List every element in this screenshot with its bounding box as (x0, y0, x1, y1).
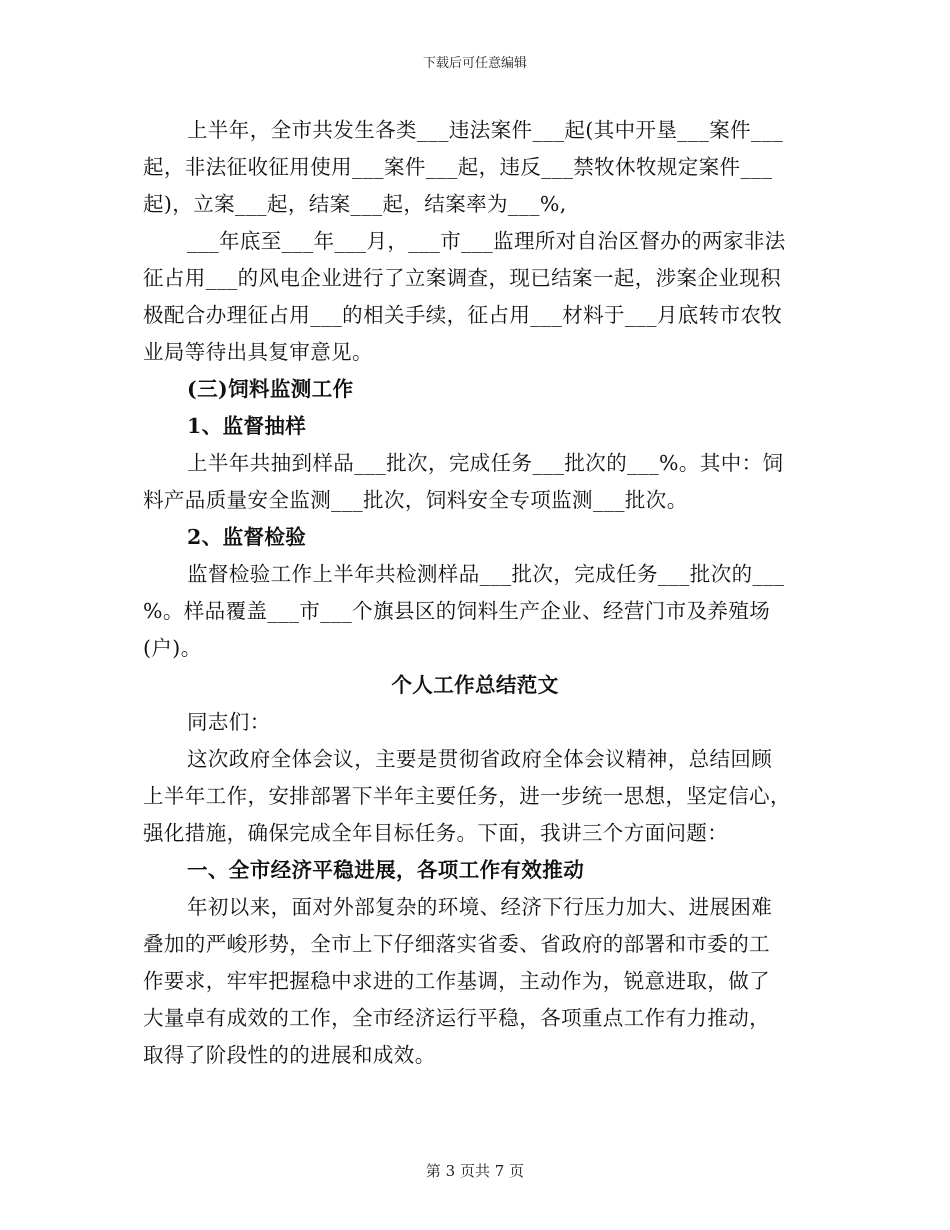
text-line: 个人工作总结范文 (391, 673, 559, 697)
text-line: 业局等待出具复审意见。 (143, 340, 373, 364)
text-line: ___年底至___年___月，___市___监理所对自治区督办的两家非法 (187, 229, 786, 253)
text-line: 极配合办理征占用___的相关手续，征占用___材料于___月底转市农牧 (143, 303, 783, 327)
text-line: 1、监督抽样 (187, 414, 307, 438)
text-line: 这次政府全体会议，主要是贯彻省政府全体会议精神，总结回顾 (187, 747, 773, 771)
text-line: 征占用___的风电企业进行了立案调查，现已结案一起，涉案企业现积 (143, 266, 782, 290)
text-line: %。样品覆盖___市___个旗县区的饲料生产企业、经营门市及养殖场 (143, 599, 771, 623)
text-line: 年初以来，面对外部复杂的环境、经济下行压力加大、进展困难 (187, 895, 773, 919)
text-line: 作要求，牢牢把握稳中求进的工作基调，主动作为，锐意进取，做了 (143, 969, 770, 993)
text-line: 叠加的严峻形势，全市上下仔细落实省委、省政府的部署和市委的工 (143, 932, 770, 956)
page-header: 下载后可任意编辑 (422, 56, 527, 71)
text-line: 大量卓有成效的工作，全市经济运行平稳，各项重点工作有力推动， (143, 1006, 770, 1030)
text-line: 一、全市经济平稳进展，各项工作有效推动 (187, 858, 585, 882)
text-line: (户)。 (143, 636, 202, 660)
text-line: 上半年共抽到样品___批次，完成任务___批次的___%。其中：饲 (187, 451, 784, 475)
text-line: 起)，立案___起，结案___起，结案率为___%, (143, 192, 567, 216)
document-body (143, 112, 807, 1074)
text-line: 取得了阶段性的的进展和成效。 (143, 1043, 436, 1067)
text-line: 上半年工作，安排部署下半年主要任务，进一步统一思想，坚定信心， (143, 784, 791, 808)
text-line: 起，非法征收征用使用___案件___起，违反___禁牧休牧规定案件___ (143, 155, 773, 179)
text-line: 同志们： (187, 710, 271, 734)
text-line: 监督检验工作上半年共检测样品___批次，完成任务___批次的___ (187, 562, 785, 586)
text-line: 料产品质量安全监测___批次，饲料安全专项监测___批次。 (143, 488, 688, 512)
text-line: 2、监督检验 (187, 525, 307, 549)
text-line: 强化措施，确保完成全年目标任务。下面，我讲三个方面问题： (143, 821, 729, 845)
page-footer: 第 3 页共 7 页 (425, 1162, 525, 1180)
text-line: 上半年，全市共发生各类___违法案件___起(其中开垦___案件___ (187, 118, 783, 142)
text-line: (三)饲料监测工作 (187, 377, 354, 401)
